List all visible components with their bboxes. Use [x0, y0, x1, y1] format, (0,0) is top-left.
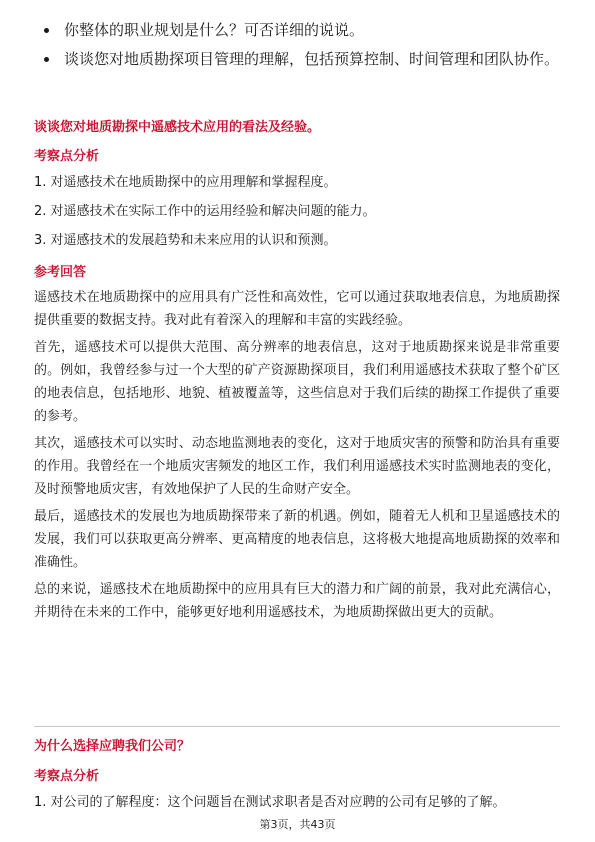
answer-paragraph: 其次，遥感技术可以实时、动态地监测地表的变化，这对于地质灾害的预警和防治具有重要的作用。我曾经在一个地质灾害频发的地区工作，我们利用遥感技术实时监测地表的变化，及时预警地质灾害，有效地保护了人民的生命财产安全。	[34, 436, 560, 497]
analysis-item: 2. 对遥感技术在实际工作中的运用经验和解决问题的能力。	[34, 204, 376, 219]
question-1-answer	[34, 264, 560, 624]
bullet-text: 谈谈您对地质勘探项目管理的理解，包括预算控制、时间管理和团队协作。	[64, 50, 560, 68]
top-bullet-list	[40, 18, 560, 76]
question-title: 为什么选择应聘我们公司？	[34, 739, 191, 754]
bullet-text: 你整体的职业规划是什么？可否详细的说说。	[64, 21, 365, 39]
question-2-analysis	[34, 768, 560, 812]
bullet-dot-icon	[44, 57, 49, 62]
question-1-analysis	[34, 148, 560, 250]
section-divider	[34, 726, 560, 727]
question-2-title	[34, 738, 560, 756]
page-footer	[0, 816, 595, 832]
question-1-title	[34, 119, 560, 137]
answer-paragraph: 总的来说，遥感技术在地质勘探中的应用具有巨大的潜力和广阔的前景，我对此充满信心，并期待在未来的工作中，能够更好地利用遥感技术，为地质勘探做出更大的贡献。	[34, 582, 560, 620]
analysis-item: 3. 对遥感技术的发展趋势和未来应用的认识和预测。	[34, 233, 337, 248]
bullet-item	[40, 47, 560, 71]
page-number: 第3页，共43页	[259, 818, 336, 831]
answer-paragraph: 遥感技术在地质勘探中的应用具有广泛性和高效性，它可以通过获取地表信息，为地质勘探提供重要的数据支持。我对此有着深入的理解和丰富的实践经验。	[34, 290, 560, 328]
bullet-item	[40, 18, 560, 42]
answer-heading: 参考回答	[34, 265, 87, 280]
analysis-item: 1. 对遥感技术在地质勘探中的应用理解和掌握程度。	[34, 175, 337, 190]
analysis-heading: 考察点分析	[34, 149, 100, 164]
answer-paragraph: 首先，遥感技术可以提供大范围、高分辨率的地表信息，这对于地质勘探来说是非常重要的。例如，我曾经参与过一个大型的矿产资源勘探项目，我们利用遥感技术获取了整个矿区的地表信息，包括地形、地貌、植被覆盖等，这些信息对于我们后续的勘探工作提供了重要的参考。	[34, 340, 560, 424]
question-title: 谈谈您对地质勘探中遥感技术应用的看法及经验。	[34, 120, 321, 135]
bullet-dot-icon	[44, 28, 49, 33]
answer-paragraph: 最后，遥感技术的发展也为地质勘探带来了新的机遇。例如，随着无人机和卫星遥感技术的发展，我们可以获取更高分辨率、更高精度的地表信息，这将极大地提高地质勘探的效率和准确性。	[34, 509, 560, 570]
analysis-heading: 考察点分析	[34, 769, 100, 784]
analysis-item: 1. 对公司的了解程度：这个问题旨在测试求职者是否对应聘的公司有足够的了解。	[34, 795, 506, 810]
